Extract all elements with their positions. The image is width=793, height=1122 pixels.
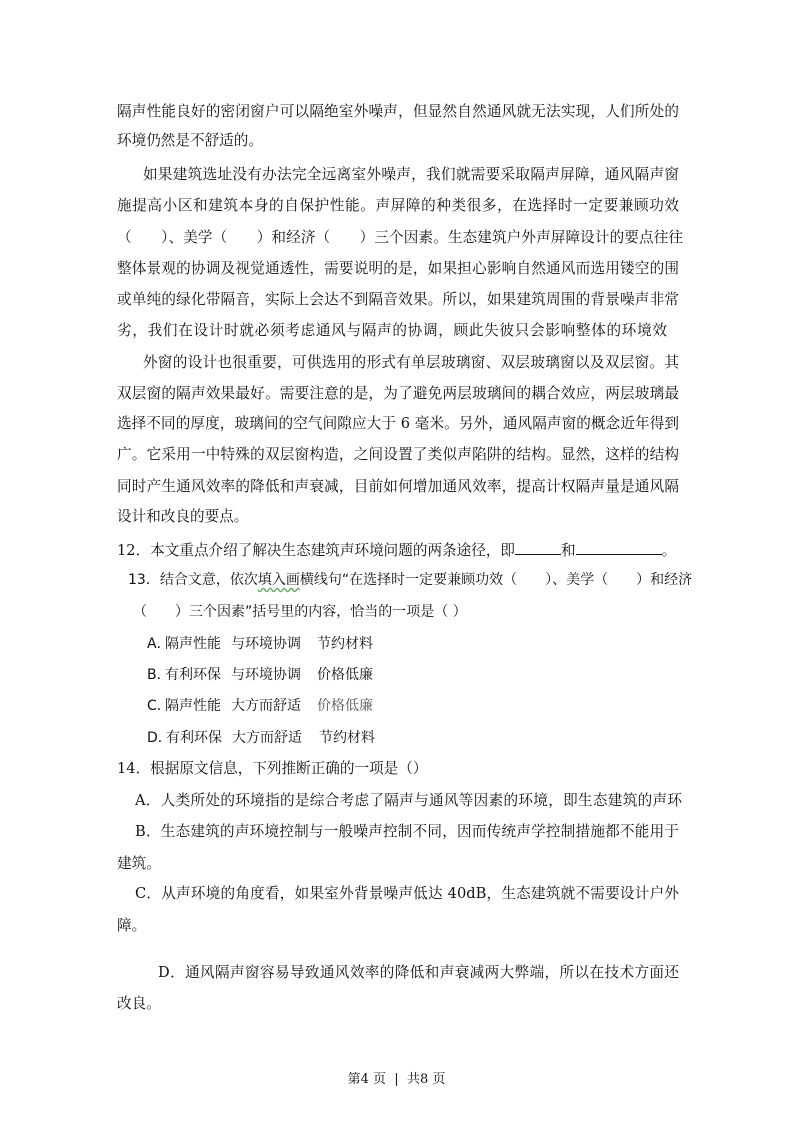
question-12 xyxy=(117,540,676,558)
option-d-cont: 改良。 xyxy=(117,995,161,1012)
option-item: 大方而舒适 xyxy=(231,698,301,714)
text-line: 劣，我们在设计时就必须考虑通风与隔声的协调，顾此失彼只会影响整体的环境效 xyxy=(117,322,667,339)
option-label: B． xyxy=(147,667,171,683)
option-label: A． xyxy=(147,636,171,652)
option-item: 隔声性能 xyxy=(165,698,221,714)
option-item: 大方而舒适 xyxy=(232,730,302,746)
spellcheck-underlined-text: 填入画 xyxy=(257,572,300,588)
page-footer: 第4 页 | 共8 页 xyxy=(347,1072,446,1087)
option-item: 与环境协调 xyxy=(231,636,301,652)
question-13-stem-line-2: （ ）三个因素”括号里的内容，恰当的一项是（ ） xyxy=(133,604,467,620)
text-line: 环境仍然是不舒适的。 xyxy=(117,132,263,149)
option-b[interactable]: B．生态建筑的声环境控制与一般噪声控制不同，因而传统声学控制措施都不能用于 xyxy=(135,823,679,840)
text-line: 设计和改良的要点。 xyxy=(117,508,249,525)
answer-blank-2[interactable] xyxy=(576,540,662,555)
option-item: 节约材料 xyxy=(317,636,373,652)
question-13-stem-line-1 xyxy=(128,571,692,589)
stem-text: 横线句“在选择时一定要兼顾功效（ ）、美学（ ）和经济 xyxy=(299,572,693,588)
stem-text: 13．结合文意，依次 xyxy=(128,572,258,588)
option-item: 价格低廉 xyxy=(317,667,373,683)
option-item: 与环境协调 xyxy=(231,667,301,683)
question-12-end: 。 xyxy=(661,542,677,559)
option-label: D． xyxy=(147,730,172,746)
option-c[interactable]: C．从声环境的角度看，如果室外背景噪声低达 40dB，生态建筑就不需要设计户外 xyxy=(135,885,679,902)
option-label: C． xyxy=(147,698,171,714)
question-12-and: 和 xyxy=(561,542,576,559)
option-b-cont: 建筑。 xyxy=(117,855,161,872)
question-12-text: 12．本文重点介绍了解决生态建筑声环境问题的两条途径，即 xyxy=(117,542,516,559)
text-line: 双层窗的隔声效果最好。需要注意的是，为了避免两层玻璃间的耦合效应，两层玻璃最 xyxy=(117,385,679,402)
question-14-stem: 14．根据原文信息，下列推断正确的一项是（） xyxy=(117,760,428,777)
text-line: （ ）、美学（ ）和经济（ ）三个因素。生态建筑户外声屏障设计的要点往往 xyxy=(117,229,683,246)
text-line: 或单纯的绿化带隔音，实际上会达不到隔音效果。所以，如果建筑周围的背景噪声非常 xyxy=(117,291,679,308)
option-d[interactable]: D．通风隔声窗容易导致通风效率的降低和声衰减两大弊端，所以在技术方面还 xyxy=(158,964,679,981)
text-line: 隔声性能良好的密闭窗户可以隔绝室外噪声，但显然自然通风就无法实现，人们所处的 xyxy=(117,103,679,120)
option-c-cont: 障。 xyxy=(117,917,147,934)
option-item: 有利环保 xyxy=(165,667,221,683)
text-line: 施提高小区和建筑本身的自保护性能。声屏障的种类很多，在选择时一定要兼顾功效 xyxy=(117,197,679,214)
text-line: 整体景观的协调及视觉通透性，需要说明的是，如果担心影响自然通风而选用镂空的围 xyxy=(117,260,679,277)
text-line: 如果建筑选址没有办法完全远离室外噪声，我们就需要采取隔声屏障，通风隔声窗 xyxy=(143,166,679,183)
text-line: 外窗的设计也很重要，可供选用的形式有单层玻璃窗、双层玻璃窗以及双层窗。其 xyxy=(143,354,679,371)
option-item: 价格低廉 xyxy=(317,698,373,714)
option-item: 有利环保 xyxy=(166,730,222,746)
option-a[interactable]: A．人类所处的环境指的是综合考虑了隔声与通风等因素的环境，即生态建筑的声环 xyxy=(135,792,682,809)
text-line: 同时产生通风效率的降低和声衰减，目前如何增加通风效率，提高计权隔声量是通风隔 xyxy=(117,478,679,495)
option-item: 隔声性能 xyxy=(165,636,221,652)
text-line: 选择不同的厚度，玻璃间的空气间隙应大于 6 毫米。另外，通风隔声窗的概念近年得到 xyxy=(117,415,679,432)
text-line: 广。它采用一中特殊的双层窗构造，之间设置了类似声陷阱的结构。显然，这样的结构 xyxy=(117,446,679,463)
answer-blank-1[interactable] xyxy=(515,540,561,555)
option-item: 节约材料 xyxy=(319,730,375,746)
